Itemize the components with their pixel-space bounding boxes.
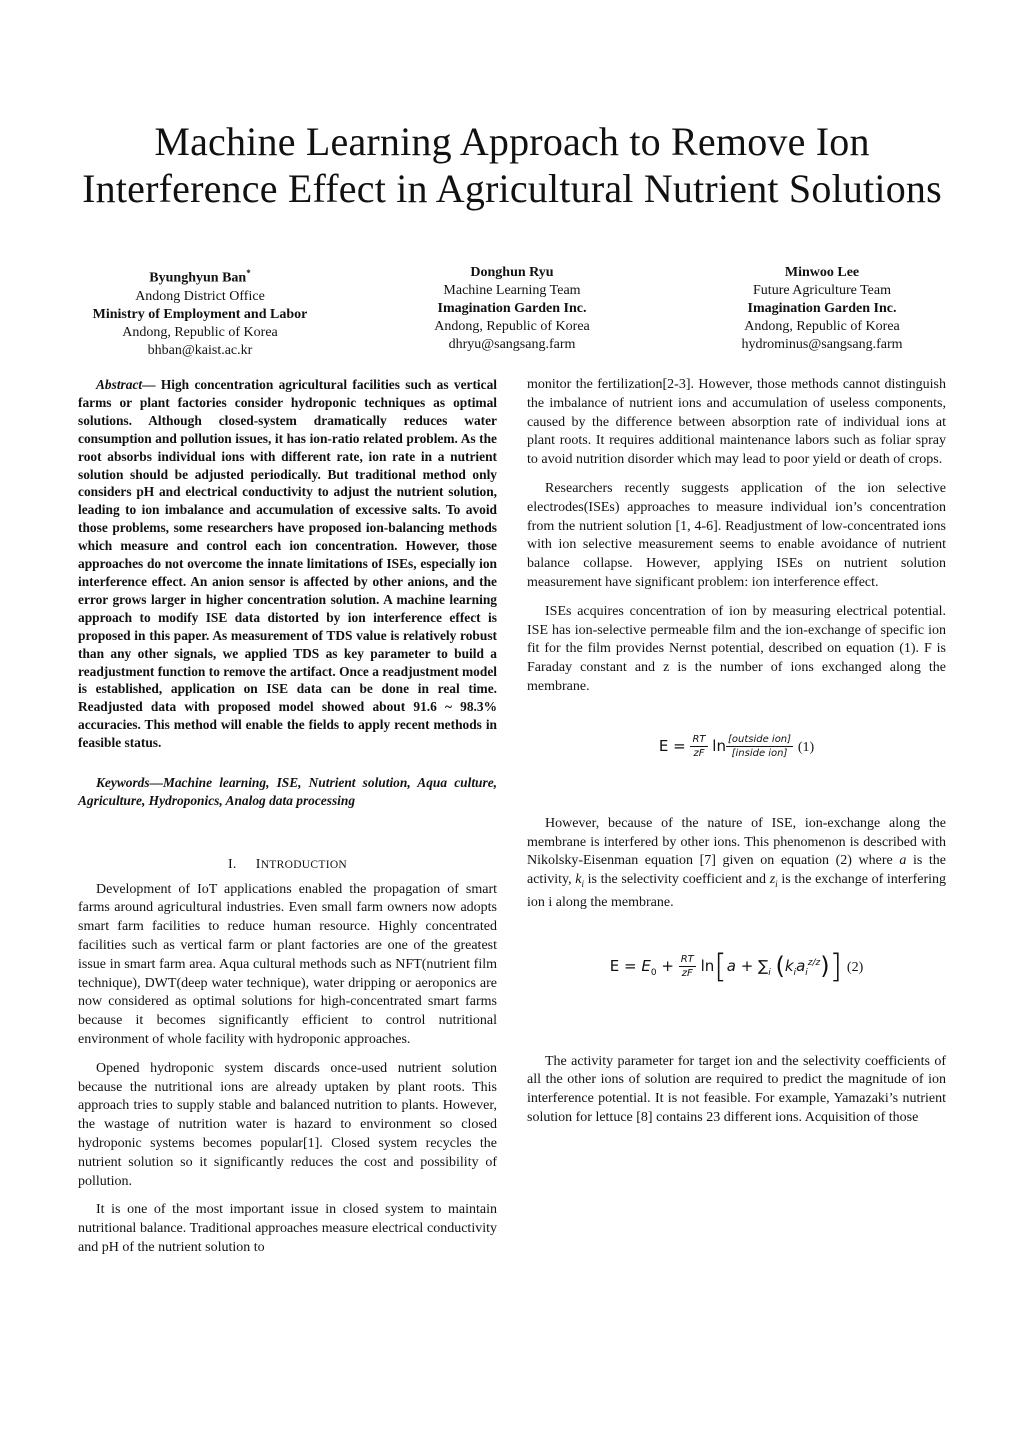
- author-affiliation: Future Agriculture Team: [753, 283, 891, 298]
- paper-title: [60, 118, 964, 212]
- title-line-2: Interference Effect in Agricultural Nutrient Solutions: [82, 166, 942, 211]
- right-paragraph-4: However, because of the nature of ISE, ion-exchange along the membrane is interfered by other ions. This phenomenon is described with Nikolsky-Eisenman equation [7] given on equation (2) where a is the activity, $k_i$ is the selectivity coefficient and $z_i$ is the exchange of interfering ion i along the membrane.: [527, 815, 946, 910]
- equation-1-label: (1): [797, 739, 815, 755]
- title-line-1: Machine Learning Approach to Remove Ion: [154, 119, 870, 164]
- equation-1: E = $\frac{RT}{zF}$ ln $\frac{\text{[outside ion]}}{\text{[inside ion]}}$ (1): [658, 733, 815, 759]
- author-name: Byunghyun Ban*: [149, 268, 251, 286]
- right-paragraph-3: ISEs acquires concentration of ion by measuring electrical potential. ISE has ion-selective permeable film and the ion-exchange of specific ion fit for the film provides Nernst potential, described on equation (1). F is Faraday constant and z is the number of ions exchanged along the membrane.: [527, 603, 946, 694]
- author-email: hydrominus@sangsang.farm: [741, 337, 903, 352]
- author-organization: Imagination Garden Inc.: [437, 301, 587, 316]
- intro-paragraph-2: Opened hydroponic system discards once-used nutrient solution because the nutritional ions are already uptaken by plant roots. This approach tries to supply stable and balanced nutrition to plants. However, the wastage of nutrition water is hazard to environment so closed hydroponic systems becomes popular[1]. Closed system recycles the nutrient solution so it significantly reduces the cost and possibility of pollution.: [78, 1060, 497, 1189]
- left-column: [78, 376, 497, 1268]
- author-affiliation: Machine Learning Team: [443, 283, 581, 298]
- author-name: Donghun Ryu: [470, 265, 554, 280]
- keywords: Keywords—Machine learning, ISE, Nutrient solution, Aqua culture, Agriculture, Hydroponics, Analog data processing: [78, 775, 497, 808]
- author-2: [362, 264, 662, 354]
- intro-paragraph-3: It is one of the most important issue in closed system to maintain nutritional balance. Traditional approaches measure electrical conductivity and pH of the nutrient solution to: [78, 1202, 497, 1255]
- abstract: [78, 376, 497, 752]
- author-location: Andong, Republic of Korea: [744, 319, 900, 334]
- author-email: dhryu@sangsang.farm: [448, 337, 576, 352]
- right-column: [527, 376, 946, 1138]
- right-paragraph-1: monitor the fertilization[2-3]. However, those methods cannot distinguish the imbalance of nutrient ions and accumulation of useless components, caused by the difference between absorption rate of individual ions at plant roots. It requires additional maintenance labors such as foliar spray to avoid nutrition disorder which may lead to poor yield or death of crops.: [527, 377, 946, 468]
- author-name: Minwoo Lee: [784, 265, 860, 280]
- abstract-text: — High concentration agricultural facilities such as vertical farms or plant factories consider hydroponic techniques as optimal solutions. Although closed-system dramatically reduces water consumption and pollution issues, it has ion-ratio related problem. As the root absorbs individual ions with different rate, ion rate in a nutrient solution should be adjusted periodically. But traditional method only considers pH and electrical conductivity to adjust the nutrient solution, leading to ion imbalance and accumulation of excessive salts. To avoid those problems, some researchers have proposed ion-balancing methods which measure and control each ion concentration. However, those approaches do not overcome the innate limitations of ISEs, especially ion interference effect. An anion sensor is affected by other anions, and the error grows larger in higher concentration solution. A machine learning approach to modify ISE data distorted by ion interference effect is proposed in this paper. As measurement of TDS value is relatively robust than any other signals, we applied TDS as key parameter to build a readjustment function to remove the artifact. Once a readjustment model is established, application on ISE data can be done in real time. Readjusted data with proposed model showed about 91.6 ~ 98.3% accuracies. This method will enable the fields to apply recent methods in feasible status.: [78, 377, 497, 751]
- author-organization: Imagination Garden Inc.: [747, 301, 897, 316]
- section-heading-introduction: I. INTRODUCTION: [227, 856, 348, 872]
- equation-2: $E = E_0$ + $\frac{RT}{zF}$ $\ln[a + \sum_i$ $(k_ia_i^{z/z})$] (2): [609, 946, 864, 985]
- author-email: bhban@kaist.ac.kr: [147, 342, 253, 358]
- abstract-label: Abstract: [96, 377, 143, 392]
- equation-2-label: (2): [846, 959, 864, 975]
- author-location: Andong, Republic of Korea: [434, 319, 590, 334]
- author-3: [672, 264, 972, 354]
- right-paragraph-2: Researchers recently suggests application of the ion selective electrodes(ISEs) approaches to measure individual ion’s concentration from the nutrient solution [1, 4-6]. Readjustment of low-concentrated ions with ion selective measurement seems to enable avoidance of nutrient balance collapse. However, applying ISEs on nutrient solution measurement have significant problem: ion interference effect.: [527, 480, 946, 590]
- author-affiliation: Andong District Office: [135, 288, 265, 304]
- intro-paragraph-1: Development of IoT applications enabled the propagation of smart farms around agricultural industries. Even small farm owners now adopts smart farm facilities to reduce human resource. Highly concentrated facilities such as vertical farm or plant factories are one of the greatest issue in smart farm area. Aqua cultural methods such as NFT(nutrient film technique), DWT(deep water technique), water dripping or aeroponics are now considered as optimal solutions for high-concentrated smart farms because it becomes significantly efficient to control nutritional environment of whole facility with hydroponic approaches.: [78, 881, 497, 1048]
- author-1: [50, 264, 350, 360]
- author-location: Andong, Republic of Korea: [122, 324, 278, 340]
- right-paragraph-5: The activity parameter for target ion and the selectivity coefficients of all the other ions of solution are required to predict the magnitude of ion interference potential. It is not feasible. For example, Yamazaki’s nutrient solution for lettuce [8] contains 23 different ions. Acquisition of those: [527, 1053, 946, 1125]
- author-organization: Ministry of Employment and Labor: [92, 306, 308, 322]
